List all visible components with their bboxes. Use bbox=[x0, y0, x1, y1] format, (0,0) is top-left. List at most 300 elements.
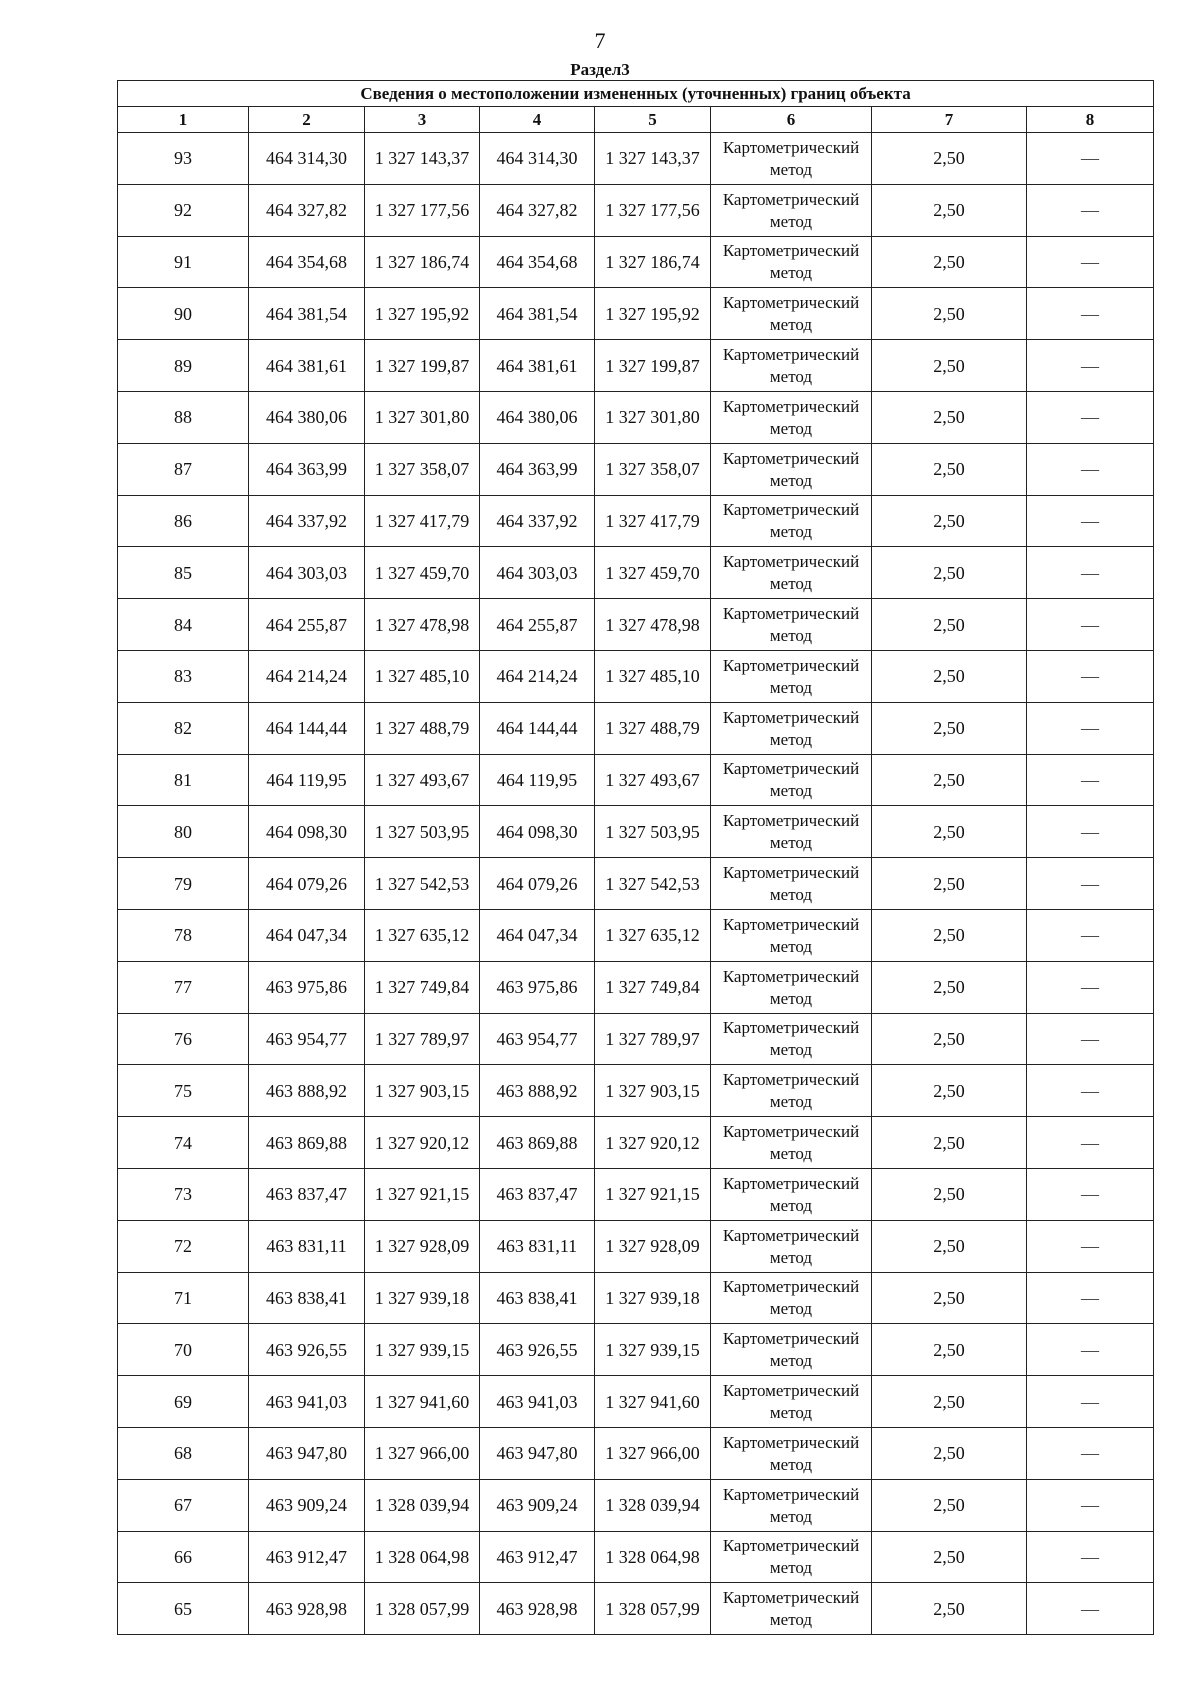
x-existing-cell: 463 947,80 bbox=[249, 1427, 365, 1479]
x-existing-cell: 464 079,26 bbox=[249, 858, 365, 910]
method-cell bbox=[711, 1531, 872, 1583]
y-existing-cell: 1 327 941,60 bbox=[365, 1376, 480, 1428]
x-existing-cell: 463 954,77 bbox=[249, 1013, 365, 1065]
y-new-cell: 1 327 542,53 bbox=[595, 858, 711, 910]
point-number-cell: 72 bbox=[118, 1220, 249, 1272]
y-new-cell: 1 327 749,84 bbox=[595, 961, 711, 1013]
method-text: Картометрический метод bbox=[722, 1329, 860, 1371]
method-text: Картометрический метод bbox=[722, 1070, 860, 1112]
description-cell: — bbox=[1027, 702, 1154, 754]
y-existing-cell: 1 327 186,74 bbox=[365, 236, 480, 288]
accuracy-cell: 2,50 bbox=[872, 961, 1027, 1013]
y-existing-cell: 1 327 143,37 bbox=[365, 133, 480, 185]
x-existing-cell: 464 255,87 bbox=[249, 599, 365, 651]
y-existing-cell: 1 327 503,95 bbox=[365, 806, 480, 858]
x-new-cell: 463 926,55 bbox=[480, 1324, 595, 1376]
description-cell: — bbox=[1027, 961, 1154, 1013]
method-text: Картометрический метод bbox=[722, 241, 860, 283]
accuracy-cell: 2,50 bbox=[872, 1013, 1027, 1065]
accuracy-cell: 2,50 bbox=[872, 184, 1027, 236]
x-new-cell: 464 144,44 bbox=[480, 702, 595, 754]
y-new-cell: 1 327 939,15 bbox=[595, 1324, 711, 1376]
table-row bbox=[118, 236, 1154, 288]
accuracy-cell: 2,50 bbox=[872, 288, 1027, 340]
column-header: 1 bbox=[118, 107, 249, 133]
accuracy-cell: 2,50 bbox=[872, 1427, 1027, 1479]
x-existing-cell: 464 337,92 bbox=[249, 495, 365, 547]
y-existing-cell: 1 327 417,79 bbox=[365, 495, 480, 547]
accuracy-cell: 2,50 bbox=[872, 599, 1027, 651]
method-text: Картометрический метод bbox=[722, 966, 860, 1008]
accuracy-cell: 2,50 bbox=[872, 1220, 1027, 1272]
description-cell: — bbox=[1027, 1065, 1154, 1117]
x-new-cell: 464 327,82 bbox=[480, 184, 595, 236]
y-new-cell: 1 327 493,67 bbox=[595, 754, 711, 806]
point-number-cell: 88 bbox=[118, 391, 249, 443]
x-new-cell: 463 831,11 bbox=[480, 1220, 595, 1272]
method-text: Картометрический метод bbox=[722, 448, 860, 490]
x-existing-cell: 463 831,11 bbox=[249, 1220, 365, 1272]
accuracy-cell: 2,50 bbox=[872, 1117, 1027, 1169]
description-cell: — bbox=[1027, 391, 1154, 443]
description-cell: — bbox=[1027, 858, 1154, 910]
x-new-cell: 463 837,47 bbox=[480, 1168, 595, 1220]
method-cell bbox=[711, 650, 872, 702]
table-row bbox=[118, 1065, 1154, 1117]
x-existing-cell: 464 119,95 bbox=[249, 754, 365, 806]
accuracy-cell: 2,50 bbox=[872, 340, 1027, 392]
description-cell: — bbox=[1027, 909, 1154, 961]
table-row bbox=[118, 340, 1154, 392]
description-cell: — bbox=[1027, 754, 1154, 806]
table-row bbox=[118, 1376, 1154, 1428]
x-new-cell: 464 381,54 bbox=[480, 288, 595, 340]
column-header: 7 bbox=[872, 107, 1027, 133]
page-number: 7 bbox=[594, 28, 606, 53]
column-header: 5 bbox=[595, 107, 711, 133]
method-cell bbox=[711, 702, 872, 754]
point-number-cell: 65 bbox=[118, 1583, 249, 1635]
accuracy-cell: 2,50 bbox=[872, 650, 1027, 702]
point-number-cell: 66 bbox=[118, 1531, 249, 1583]
column-header: 2 bbox=[249, 107, 365, 133]
method-cell bbox=[711, 1168, 872, 1220]
y-new-cell: 1 327 485,10 bbox=[595, 650, 711, 702]
method-text: Картометрический метод bbox=[722, 1277, 860, 1319]
table-row bbox=[118, 599, 1154, 651]
method-text: Картометрический метод bbox=[722, 396, 860, 438]
x-existing-cell: 463 926,55 bbox=[249, 1324, 365, 1376]
x-new-cell: 464 381,61 bbox=[480, 340, 595, 392]
method-text: Картометрический метод bbox=[722, 914, 860, 956]
x-new-cell: 464 380,06 bbox=[480, 391, 595, 443]
method-cell bbox=[711, 1013, 872, 1065]
y-new-cell: 1 327 186,74 bbox=[595, 236, 711, 288]
x-existing-cell: 463 909,24 bbox=[249, 1479, 365, 1531]
accuracy-cell: 2,50 bbox=[872, 1065, 1027, 1117]
x-new-cell: 463 947,80 bbox=[480, 1427, 595, 1479]
method-text: Картометрический метод bbox=[722, 137, 860, 179]
point-number-cell: 76 bbox=[118, 1013, 249, 1065]
description-cell: — bbox=[1027, 650, 1154, 702]
table-row bbox=[118, 1324, 1154, 1376]
description-cell: — bbox=[1027, 1013, 1154, 1065]
x-new-cell: 463 928,98 bbox=[480, 1583, 595, 1635]
method-cell bbox=[711, 1324, 872, 1376]
y-new-cell: 1 327 920,12 bbox=[595, 1117, 711, 1169]
x-new-cell: 463 838,41 bbox=[480, 1272, 595, 1324]
x-new-cell: 463 975,86 bbox=[480, 961, 595, 1013]
x-new-cell: 463 869,88 bbox=[480, 1117, 595, 1169]
table-row bbox=[118, 1272, 1154, 1324]
x-existing-cell: 464 303,03 bbox=[249, 547, 365, 599]
y-existing-cell: 1 327 966,00 bbox=[365, 1427, 480, 1479]
y-new-cell: 1 327 939,18 bbox=[595, 1272, 711, 1324]
method-text: Картометрический метод bbox=[722, 1381, 860, 1423]
method-cell bbox=[711, 1583, 872, 1635]
table-row bbox=[118, 133, 1154, 185]
method-cell bbox=[711, 288, 872, 340]
accuracy-cell: 2,50 bbox=[872, 547, 1027, 599]
description-cell: — bbox=[1027, 1117, 1154, 1169]
point-number-cell: 90 bbox=[118, 288, 249, 340]
point-number-cell: 93 bbox=[118, 133, 249, 185]
x-existing-cell: 464 144,44 bbox=[249, 702, 365, 754]
x-existing-cell: 463 928,98 bbox=[249, 1583, 365, 1635]
y-existing-cell: 1 327 789,97 bbox=[365, 1013, 480, 1065]
x-existing-cell: 463 869,88 bbox=[249, 1117, 365, 1169]
y-existing-cell: 1 327 749,84 bbox=[365, 961, 480, 1013]
y-existing-cell: 1 327 488,79 bbox=[365, 702, 480, 754]
method-text: Картометрический метод bbox=[722, 1018, 860, 1060]
y-new-cell: 1 327 358,07 bbox=[595, 443, 711, 495]
y-existing-cell: 1 327 542,53 bbox=[365, 858, 480, 910]
accuracy-cell: 2,50 bbox=[872, 1168, 1027, 1220]
point-number-cell: 85 bbox=[118, 547, 249, 599]
accuracy-cell: 2,50 bbox=[872, 495, 1027, 547]
method-cell bbox=[711, 1427, 872, 1479]
table-row bbox=[118, 391, 1154, 443]
accuracy-cell: 2,50 bbox=[872, 1376, 1027, 1428]
description-cell: — bbox=[1027, 288, 1154, 340]
point-number-cell: 69 bbox=[118, 1376, 249, 1428]
method-text: Картометрический метод bbox=[722, 1122, 860, 1164]
x-existing-cell: 464 047,34 bbox=[249, 909, 365, 961]
point-number-cell: 92 bbox=[118, 184, 249, 236]
x-new-cell: 464 363,99 bbox=[480, 443, 595, 495]
coordinates-table bbox=[117, 80, 1154, 1635]
description-cell: — bbox=[1027, 184, 1154, 236]
method-cell bbox=[711, 340, 872, 392]
description-cell: — bbox=[1027, 1272, 1154, 1324]
table-row bbox=[118, 961, 1154, 1013]
x-existing-cell: 463 838,41 bbox=[249, 1272, 365, 1324]
description-cell: — bbox=[1027, 133, 1154, 185]
accuracy-cell: 2,50 bbox=[872, 806, 1027, 858]
method-cell bbox=[711, 1220, 872, 1272]
x-new-cell: 464 214,24 bbox=[480, 650, 595, 702]
y-new-cell: 1 327 478,98 bbox=[595, 599, 711, 651]
method-cell bbox=[711, 1065, 872, 1117]
method-cell bbox=[711, 1117, 872, 1169]
y-new-cell: 1 327 417,79 bbox=[595, 495, 711, 547]
table-row bbox=[118, 288, 1154, 340]
x-existing-cell: 464 354,68 bbox=[249, 236, 365, 288]
y-new-cell: 1 327 503,95 bbox=[595, 806, 711, 858]
x-existing-cell: 464 380,06 bbox=[249, 391, 365, 443]
method-text: Картометрический метод bbox=[722, 1432, 860, 1474]
method-text: Картометрический метод bbox=[722, 1484, 860, 1526]
section-title: Раздел3 bbox=[570, 60, 630, 79]
table-row bbox=[118, 1427, 1154, 1479]
y-new-cell: 1 327 488,79 bbox=[595, 702, 711, 754]
x-existing-cell: 464 314,30 bbox=[249, 133, 365, 185]
accuracy-cell: 2,50 bbox=[872, 1583, 1027, 1635]
description-cell: — bbox=[1027, 599, 1154, 651]
method-cell bbox=[711, 391, 872, 443]
x-new-cell: 463 909,24 bbox=[480, 1479, 595, 1531]
y-new-cell: 1 327 177,56 bbox=[595, 184, 711, 236]
y-new-cell: 1 327 903,15 bbox=[595, 1065, 711, 1117]
y-existing-cell: 1 327 459,70 bbox=[365, 547, 480, 599]
accuracy-cell: 2,50 bbox=[872, 909, 1027, 961]
table-caption-row bbox=[118, 81, 1154, 107]
method-cell bbox=[711, 909, 872, 961]
x-existing-cell: 463 837,47 bbox=[249, 1168, 365, 1220]
table-row bbox=[118, 1168, 1154, 1220]
y-new-cell: 1 328 057,99 bbox=[595, 1583, 711, 1635]
point-number-cell: 79 bbox=[118, 858, 249, 910]
method-text: Картометрический метод bbox=[722, 293, 860, 335]
method-text: Картометрический метод bbox=[722, 500, 860, 542]
column-header: 4 bbox=[480, 107, 595, 133]
method-cell bbox=[711, 961, 872, 1013]
table-row bbox=[118, 1583, 1154, 1635]
x-existing-cell: 464 214,24 bbox=[249, 650, 365, 702]
column-header: 6 bbox=[711, 107, 872, 133]
point-number-cell: 86 bbox=[118, 495, 249, 547]
y-new-cell: 1 327 966,00 bbox=[595, 1427, 711, 1479]
point-number-cell: 75 bbox=[118, 1065, 249, 1117]
y-existing-cell: 1 327 920,12 bbox=[365, 1117, 480, 1169]
method-cell bbox=[711, 236, 872, 288]
point-number-cell: 89 bbox=[118, 340, 249, 392]
accuracy-cell: 2,50 bbox=[872, 133, 1027, 185]
y-new-cell: 1 327 635,12 bbox=[595, 909, 711, 961]
point-number-cell: 83 bbox=[118, 650, 249, 702]
accuracy-cell: 2,50 bbox=[872, 702, 1027, 754]
table-row bbox=[118, 858, 1154, 910]
method-text: Картометрический метод bbox=[722, 604, 860, 646]
description-cell: — bbox=[1027, 1531, 1154, 1583]
y-existing-cell: 1 327 939,18 bbox=[365, 1272, 480, 1324]
point-number-cell: 81 bbox=[118, 754, 249, 806]
accuracy-cell: 2,50 bbox=[872, 391, 1027, 443]
y-existing-cell: 1 327 195,92 bbox=[365, 288, 480, 340]
x-existing-cell: 463 941,03 bbox=[249, 1376, 365, 1428]
table-row bbox=[118, 495, 1154, 547]
point-number-cell: 70 bbox=[118, 1324, 249, 1376]
method-cell bbox=[711, 1272, 872, 1324]
method-cell bbox=[711, 806, 872, 858]
y-new-cell: 1 327 921,15 bbox=[595, 1168, 711, 1220]
x-new-cell: 464 079,26 bbox=[480, 858, 595, 910]
point-number-cell: 71 bbox=[118, 1272, 249, 1324]
x-new-cell: 463 888,92 bbox=[480, 1065, 595, 1117]
table-row bbox=[118, 1013, 1154, 1065]
point-number-cell: 68 bbox=[118, 1427, 249, 1479]
description-cell: — bbox=[1027, 1583, 1154, 1635]
y-existing-cell: 1 327 939,15 bbox=[365, 1324, 480, 1376]
point-number-cell: 82 bbox=[118, 702, 249, 754]
y-new-cell: 1 327 195,92 bbox=[595, 288, 711, 340]
point-number-cell: 91 bbox=[118, 236, 249, 288]
y-existing-cell: 1 327 358,07 bbox=[365, 443, 480, 495]
table-row bbox=[118, 184, 1154, 236]
table-row bbox=[118, 1531, 1154, 1583]
accuracy-cell: 2,50 bbox=[872, 443, 1027, 495]
description-cell: — bbox=[1027, 547, 1154, 599]
method-cell bbox=[711, 495, 872, 547]
table-caption: Сведения о местоположении измененных (уточненных) границ объекта bbox=[118, 81, 1154, 107]
table-body bbox=[118, 133, 1154, 1635]
x-existing-cell: 464 363,99 bbox=[249, 443, 365, 495]
x-new-cell: 463 912,47 bbox=[480, 1531, 595, 1583]
point-number-cell: 77 bbox=[118, 961, 249, 1013]
method-text: Картометрический метод bbox=[722, 811, 860, 853]
table-row bbox=[118, 806, 1154, 858]
method-text: Картометрический метод bbox=[722, 552, 860, 594]
accuracy-cell: 2,50 bbox=[872, 1324, 1027, 1376]
point-number-cell: 74 bbox=[118, 1117, 249, 1169]
y-new-cell: 1 327 789,97 bbox=[595, 1013, 711, 1065]
table-row bbox=[118, 650, 1154, 702]
y-new-cell: 1 327 301,80 bbox=[595, 391, 711, 443]
y-existing-cell: 1 327 635,12 bbox=[365, 909, 480, 961]
accuracy-cell: 2,50 bbox=[872, 1272, 1027, 1324]
x-new-cell: 464 354,68 bbox=[480, 236, 595, 288]
x-existing-cell: 464 381,61 bbox=[249, 340, 365, 392]
point-number-cell: 73 bbox=[118, 1168, 249, 1220]
x-new-cell: 464 098,30 bbox=[480, 806, 595, 858]
description-cell: — bbox=[1027, 236, 1154, 288]
y-existing-cell: 1 327 921,15 bbox=[365, 1168, 480, 1220]
x-existing-cell: 463 975,86 bbox=[249, 961, 365, 1013]
y-existing-cell: 1 327 199,87 bbox=[365, 340, 480, 392]
y-new-cell: 1 327 143,37 bbox=[595, 133, 711, 185]
method-text: Картометрический метод bbox=[722, 189, 860, 231]
method-cell bbox=[711, 858, 872, 910]
description-cell: — bbox=[1027, 1324, 1154, 1376]
x-new-cell: 464 255,87 bbox=[480, 599, 595, 651]
table-row bbox=[118, 1220, 1154, 1272]
x-existing-cell: 463 888,92 bbox=[249, 1065, 365, 1117]
y-new-cell: 1 328 064,98 bbox=[595, 1531, 711, 1583]
method-cell bbox=[711, 599, 872, 651]
y-existing-cell: 1 327 478,98 bbox=[365, 599, 480, 651]
y-new-cell: 1 328 039,94 bbox=[595, 1479, 711, 1531]
point-number-cell: 78 bbox=[118, 909, 249, 961]
method-text: Картометрический метод bbox=[722, 1588, 860, 1630]
method-text: Картометрический метод bbox=[722, 759, 860, 801]
x-new-cell: 464 047,34 bbox=[480, 909, 595, 961]
point-number-cell: 87 bbox=[118, 443, 249, 495]
table-row bbox=[118, 1479, 1154, 1531]
description-cell: — bbox=[1027, 443, 1154, 495]
y-existing-cell: 1 327 177,56 bbox=[365, 184, 480, 236]
method-text: Картометрический метод bbox=[722, 1173, 860, 1215]
table-header-row bbox=[118, 107, 1154, 133]
method-cell bbox=[711, 1479, 872, 1531]
point-number-cell: 84 bbox=[118, 599, 249, 651]
method-text: Картометрический метод bbox=[722, 345, 860, 387]
description-cell: — bbox=[1027, 806, 1154, 858]
x-new-cell: 464 303,03 bbox=[480, 547, 595, 599]
x-existing-cell: 463 912,47 bbox=[249, 1531, 365, 1583]
y-existing-cell: 1 327 301,80 bbox=[365, 391, 480, 443]
x-existing-cell: 464 098,30 bbox=[249, 806, 365, 858]
method-text: Картометрический метод bbox=[722, 863, 860, 905]
method-text: Картометрический метод bbox=[722, 1225, 860, 1267]
accuracy-cell: 2,50 bbox=[872, 1531, 1027, 1583]
y-existing-cell: 1 328 057,99 bbox=[365, 1583, 480, 1635]
x-new-cell: 463 954,77 bbox=[480, 1013, 595, 1065]
method-cell bbox=[711, 754, 872, 806]
x-existing-cell: 464 381,54 bbox=[249, 288, 365, 340]
method-cell bbox=[711, 133, 872, 185]
x-new-cell: 464 314,30 bbox=[480, 133, 595, 185]
y-existing-cell: 1 327 493,67 bbox=[365, 754, 480, 806]
point-number-cell: 67 bbox=[118, 1479, 249, 1531]
x-new-cell: 464 119,95 bbox=[480, 754, 595, 806]
accuracy-cell: 2,50 bbox=[872, 1479, 1027, 1531]
description-cell: — bbox=[1027, 495, 1154, 547]
accuracy-cell: 2,50 bbox=[872, 236, 1027, 288]
method-text: Картометрический метод bbox=[722, 1536, 860, 1578]
description-cell: — bbox=[1027, 340, 1154, 392]
accuracy-cell: 2,50 bbox=[872, 754, 1027, 806]
column-header: 8 bbox=[1027, 107, 1154, 133]
table-row bbox=[118, 754, 1154, 806]
method-cell bbox=[711, 443, 872, 495]
column-header: 3 bbox=[365, 107, 480, 133]
method-cell bbox=[711, 547, 872, 599]
y-existing-cell: 1 327 485,10 bbox=[365, 650, 480, 702]
y-existing-cell: 1 328 039,94 bbox=[365, 1479, 480, 1531]
description-cell: — bbox=[1027, 1168, 1154, 1220]
x-new-cell: 463 941,03 bbox=[480, 1376, 595, 1428]
method-text: Картометрический метод bbox=[722, 707, 860, 749]
y-existing-cell: 1 328 064,98 bbox=[365, 1531, 480, 1583]
table-row bbox=[118, 702, 1154, 754]
x-existing-cell: 464 327,82 bbox=[249, 184, 365, 236]
description-cell: — bbox=[1027, 1220, 1154, 1272]
accuracy-cell: 2,50 bbox=[872, 858, 1027, 910]
y-existing-cell: 1 327 903,15 bbox=[365, 1065, 480, 1117]
y-existing-cell: 1 327 928,09 bbox=[365, 1220, 480, 1272]
y-new-cell: 1 327 199,87 bbox=[595, 340, 711, 392]
y-new-cell: 1 327 928,09 bbox=[595, 1220, 711, 1272]
description-cell: — bbox=[1027, 1427, 1154, 1479]
table-row bbox=[118, 909, 1154, 961]
point-number-cell: 80 bbox=[118, 806, 249, 858]
method-text: Картометрический метод bbox=[722, 655, 860, 697]
description-cell: — bbox=[1027, 1376, 1154, 1428]
x-new-cell: 464 337,92 bbox=[480, 495, 595, 547]
method-cell bbox=[711, 184, 872, 236]
table-row bbox=[118, 1117, 1154, 1169]
table-row bbox=[118, 443, 1154, 495]
